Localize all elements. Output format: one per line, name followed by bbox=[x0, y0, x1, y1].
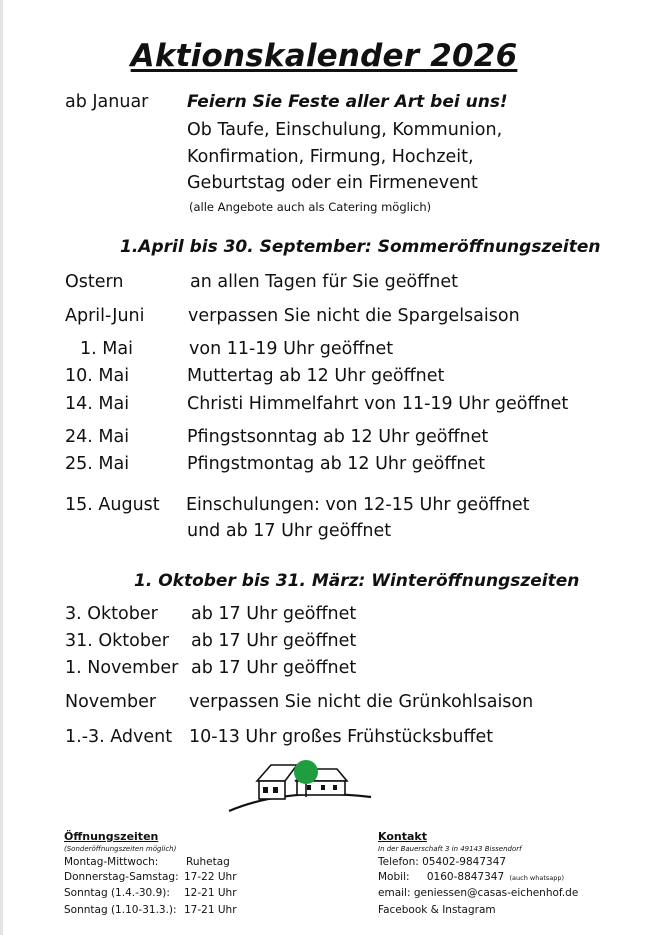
contact-social: Facebook & Instagram bbox=[378, 904, 496, 916]
summer-date: 14. Mai bbox=[65, 394, 130, 414]
winter-date: 1.-3. Advent bbox=[65, 727, 173, 747]
summer-text: verpassen Sie nicht die Spargelsaison bbox=[188, 306, 520, 326]
contact-address: In der Bauerschaft 3 in 49143 Bissendorf bbox=[378, 845, 522, 853]
summer-text: Einschulungen: von 12-15 Uhr geöffnet bbox=[186, 495, 530, 515]
winter-text: ab 17 Uhr geöffnet bbox=[191, 658, 357, 678]
summer-date: 10. Mai bbox=[65, 366, 130, 386]
mobile-number[interactable]: 0160-8847347 bbox=[426, 871, 505, 883]
winter-date: 3. Oktober bbox=[65, 604, 158, 624]
summer-date: Ostern bbox=[65, 272, 124, 292]
page-edge bbox=[0, 0, 3, 935]
hours-day: Sonntag (1.4.-30.9): bbox=[64, 887, 170, 899]
summer-date: 1. Mai bbox=[80, 339, 133, 359]
winter-date: 1. November bbox=[65, 658, 179, 678]
intro-note: (alle Angebote auch als Catering möglich) bbox=[189, 200, 432, 214]
summer-date: 24. Mai bbox=[65, 427, 130, 447]
contact-mobile-row bbox=[378, 871, 564, 883]
hours-day: Sonntag (1.10-31.3.): bbox=[64, 904, 177, 916]
summer-date: 15. August bbox=[65, 495, 160, 515]
summer-date: April-Juni bbox=[65, 306, 145, 326]
intro-line-3: Geburtstag oder ein Firmenevent bbox=[187, 173, 478, 193]
hours-time: 17-21 Uhr bbox=[184, 904, 237, 916]
hours-heading: Öffnungszeiten bbox=[64, 830, 159, 843]
winter-heading: 1. Oktober bis 31. März: Winteröffnungszeiten bbox=[134, 571, 580, 591]
hours-day: Donnerstag-Samstag: bbox=[64, 871, 179, 883]
farmhouse-tree-logo bbox=[225, 755, 375, 815]
hours-time: 12-21 Uhr bbox=[184, 887, 237, 899]
winter-text: verpassen Sie nicht die Grünkohlsaison bbox=[189, 692, 534, 712]
intro-label: ab Januar bbox=[65, 92, 149, 112]
hours-time: Ruhetag bbox=[186, 856, 230, 868]
contact-email[interactable]: email: geniessen@casas-eichenhof.de bbox=[378, 887, 579, 899]
winter-text: ab 17 Uhr geöffnet bbox=[191, 604, 357, 624]
hours-subtitle: (Sonderöffnungszeiten möglich) bbox=[64, 845, 177, 853]
winter-text: 10-13 Uhr großes Frühstücksbuffet bbox=[189, 727, 494, 747]
summer-text: von 11-19 Uhr geöffnet bbox=[189, 339, 394, 359]
summer-date: 25. Mai bbox=[65, 454, 130, 474]
contact-heading: Kontakt bbox=[378, 830, 427, 843]
page-title: Aktionskalender 2026 bbox=[130, 38, 518, 74]
hours-time: 17-22 Uhr bbox=[184, 871, 237, 883]
mobile-note: (auch whatsapp) bbox=[509, 874, 565, 882]
summer-text: an allen Tagen für Sie geöffnet bbox=[190, 272, 458, 292]
summer-text: Muttertag ab 12 Uhr geöffnet bbox=[187, 366, 445, 386]
intro-headline: Feiern Sie Feste aller Art bei uns! bbox=[187, 92, 508, 112]
summer-text: Christi Himmelfahrt von 11-19 Uhr geöffnet bbox=[187, 394, 569, 414]
summer-text: Pfingstmontag ab 12 Uhr geöffnet bbox=[187, 454, 486, 474]
summer-heading: 1.April bis 30. September: Sommeröffnungszeiten bbox=[120, 237, 601, 257]
summer-text: Pfingstsonntag ab 12 Uhr geöffnet bbox=[187, 427, 489, 447]
contact-phone[interactable]: Telefon: 05402-9847347 bbox=[378, 856, 507, 868]
winter-date: November bbox=[65, 692, 157, 712]
mobile-label: Mobil: bbox=[378, 871, 410, 883]
intro-line-1: Ob Taufe, Einschulung, Kommunion, bbox=[187, 120, 503, 140]
intro-line-2: Konfirmation, Firmung, Hochzeit, bbox=[187, 147, 474, 167]
hours-day: Montag-Mittwoch: bbox=[64, 856, 159, 868]
winter-text: ab 17 Uhr geöffnet bbox=[191, 631, 357, 651]
winter-date: 31. Oktober bbox=[65, 631, 169, 651]
summer-text-continued: und ab 17 Uhr geöffnet bbox=[187, 521, 392, 541]
